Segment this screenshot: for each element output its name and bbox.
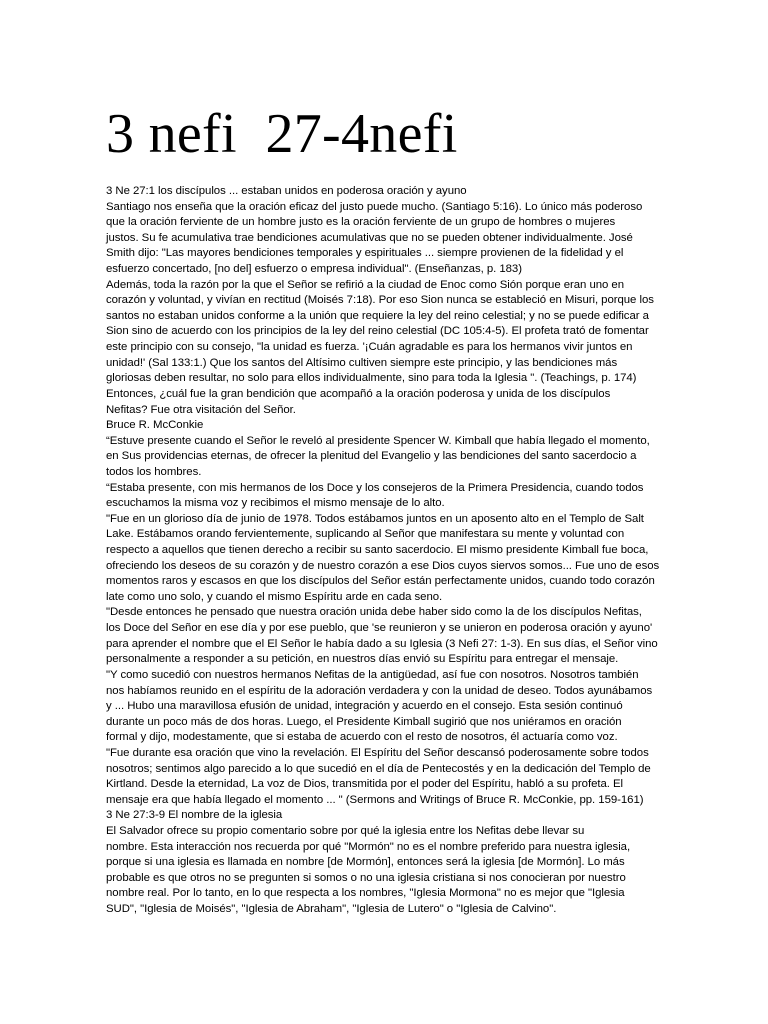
text-line: santos no estaban unidos conforme a la unión que requiere la ley del reino celestial; y no se puede edificar a	[106, 309, 649, 322]
text-line: Bruce R. McConkie	[106, 419, 204, 432]
text-line: escuchamos la misma voz y recibimos el mismo mensaje de lo alto.	[106, 497, 445, 510]
text-line: nos habíamos reunido en el espíritu de la adoración verdadera y con la unidad de deseo. Todos ayunábamos	[106, 684, 653, 697]
text-line: "Desde entonces he pensado que nuestra oración unida debe haber sido como la de los discípulos Nefitas,	[106, 606, 642, 619]
text-line: momentos raros y escasos en que los discípulos del Señor están perfectamente unidos, cuando todo corazón	[106, 575, 655, 588]
text-line: Además, toda la razón por la que el Señor se refirió a la ciudad de Enoc como Sión porque eran uno en	[106, 278, 624, 291]
text-line: respecto a aquellos que tienen derecho a recibir su santo sacerdocio. El mismo presidente Kimball fue boca,	[106, 544, 649, 557]
text-line: 3 Ne 27:3-9 El nombre de la iglesia	[106, 809, 283, 822]
text-line: nosotros; sentimos algo parecido a lo que sucedió en el día de Pentecostés y en la dedicación del Templo de	[106, 762, 651, 775]
text-line: formal y dijo, modestamente, que si estaba de acuerdo con el resto de nosotros, él actuaría como voz.	[106, 731, 618, 744]
text-line: este principio con su consejo, "la unidad es fuerza. '¡Cuán agradable es para los hermanos vivir juntos en	[106, 341, 633, 354]
text-line: late como uno solo, y cuando el mismo Espíritu arde en cada seno.	[106, 590, 443, 603]
text-line: unidad!' (Sal 133:1.) Que los santos del Altísimo cultiven siempre este principio, y las bendiciones más	[106, 356, 618, 369]
text-line: en Sus providencias eternas, de ofrecer la plenitud del Evangelio y las bendiciones del santo sacerdocio a	[106, 450, 637, 463]
text-line: Lake. Estábamos orando fervientemente, suplicando al Señor que manifestara su mente y voluntad con	[106, 528, 625, 541]
text-line: nombre real. Por lo tanto, en lo que respecta a los nombres, "Iglesia Mormona" no es mejor que "Iglesia	[106, 887, 625, 900]
text-line: esfuerzo concertado, [no del] esfuerzo o empresa individual". (Enseñanzas, p. 183)	[106, 263, 522, 276]
text-line: probable es que otros no se pregunten si somos o no una iglesia cristiana si nos conocieran por nuestro	[106, 871, 626, 884]
text-line: "Fue en un glorioso día de junio de 1978. Todos estábamos juntos en un aposento alto en el Templo de Salt	[106, 512, 644, 525]
text-line: para aprender el nombre que el El Señor le había dado a su Iglesia (3 Nefi 27: 1-3). En sus días, el Señor vino	[106, 637, 658, 650]
text-line: porque si una iglesia es llamada en nombre [de Mormón], entonces será la iglesia [de Mormón]. Lo más	[106, 856, 625, 869]
text-line: SUD", "Iglesia de Moisés", "Iglesia de Abraham", "Iglesia de Lutero" o "Iglesia de Calvino".	[106, 903, 557, 916]
text-line: “Estaba presente, con mis hermanos de los Doce y los consejeros de la Primera Presidencia, cuando todos	[106, 481, 644, 494]
text-line: Smith dijo: "Las mayores bendiciones temporales y espirituales ... siempre provienen de la fidelidad y el	[106, 247, 624, 260]
text-line: “Estuve presente cuando el Señor le reveló al presidente Spencer W. Kimball que había llegado el momento,	[106, 434, 650, 447]
document-body	[106, 184, 706, 918]
text-line: Nefitas? Fue otra visitación del Señor.	[106, 403, 296, 416]
text-line: El Salvador ofrece su propio comentario sobre por qué la iglesia entre los Nefitas debe llevar su	[106, 824, 585, 837]
text-line: Entonces, ¿cuál fue la gran bendición que acompañó a la oración poderosa y unida de los discípulos	[106, 387, 611, 400]
text-line: y ... Hubo una maravillosa efusión de unidad, integración y acuerdo en el consejo. Esta sesión continuó	[106, 700, 623, 713]
text-line: Kirtland. Desde la eternidad, La voz de Dios, transmitida por el poder del Espíritu, habló a su profeta. El	[106, 778, 624, 791]
text-line: gloriosas deben resultar, no solo para ellos individualmente, sino para toda la Iglesia ". (Teachings, p. 174)	[106, 372, 637, 385]
text-line: personalmente a responder a su petición, en nuestros días envió su Espíritu para entregar el mensaje.	[106, 653, 619, 666]
text-line: "Y como sucedió con nuestros hermanos Nefitas de la antigüedad, así fue con nosotros. Nosotros también	[106, 668, 639, 681]
text-line: mensaje era que había llegado el momento ... " (Sermons and Writings of Bruce R. McConkie, pp. 159-161)	[106, 793, 644, 806]
text-line: ofreciendo los deseos de su corazón y de nuestro corazón a ese Dios cuyos siervos somos... Fue uno de esos	[106, 559, 660, 572]
document-title: 3 nefi 27-4nefi	[106, 103, 458, 165]
text-line: que la oración ferviente de un hombre justo es la oración ferviente de un grupo de hombres o mujeres	[106, 216, 616, 229]
text-line: 3 Ne 27:1 los discípulos ... estaban unidos en poderosa oración y ayuno	[106, 185, 467, 197]
text-line: todos los hombres.	[106, 465, 202, 478]
text-line: "Fue durante esa oración que vino la revelación. El Espíritu del Señor descansó poderosamente sobre todos	[106, 746, 649, 759]
text-line: Sion sino de acuerdo con los principios de la ley del reino celestial (DC 105:4-5). El profeta trató de fomentar	[106, 325, 649, 338]
text-line: Santiago nos enseña que la oración eficaz del justo puede mucho. (Santiago 5:16). Lo único más poderoso	[106, 200, 643, 213]
text-line: nombre. Esta interacción nos recuerda por qué "Mormón" no es el nombre preferido para nuestra iglesia,	[106, 840, 631, 853]
text-line: durante un poco más de dos horas. Luego, el Presidente Kimball sugirió que nos uniéramos en oración	[106, 715, 622, 728]
text-line: corazón y voluntad, y vivían en rectitud (Moisés 7:18). Por eso Sion nunca se estableció en Misuri, porque los	[106, 294, 654, 307]
text-line: los Doce del Señor en ese día y por ese pueblo, que 'se reunieron y se unieron en poderosa oración y ayuno'	[106, 622, 653, 635]
text-line: justos. Su fe acumulativa trae bendiciones acumulativas que no se pueden obtener individualmente. José	[106, 231, 633, 244]
